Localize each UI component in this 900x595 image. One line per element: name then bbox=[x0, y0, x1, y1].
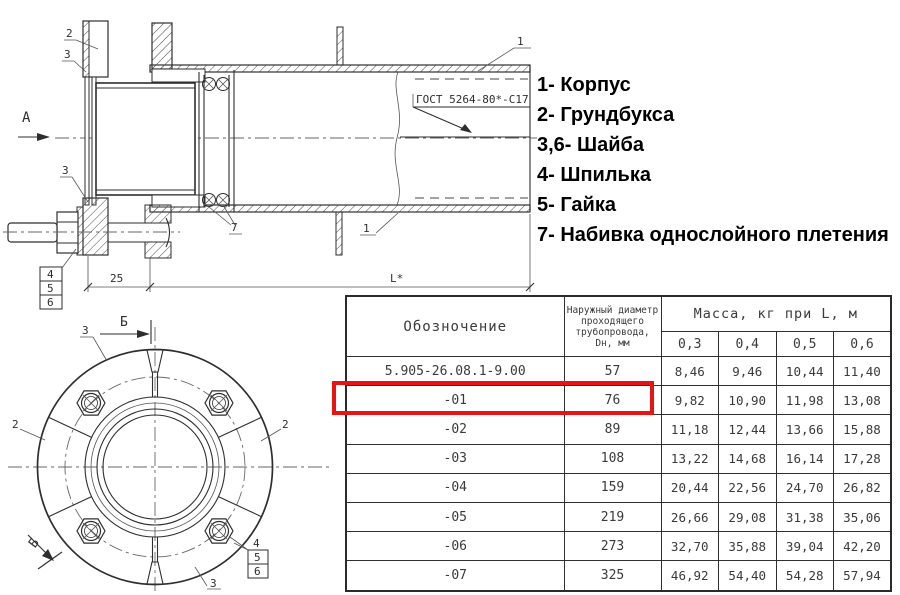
table-row bbox=[346, 415, 891, 444]
highlight-box bbox=[332, 381, 654, 415]
flange-geometry bbox=[8, 327, 330, 593]
table-row bbox=[346, 502, 891, 531]
header-length-05: 0,5 bbox=[776, 332, 834, 357]
table-cell: 10,90 bbox=[719, 386, 777, 415]
callout-6: 6 bbox=[47, 296, 54, 309]
table-cell: 9,46 bbox=[719, 357, 777, 386]
section-b-top bbox=[100, 315, 151, 344]
table-cell: 16,14 bbox=[776, 444, 834, 473]
table-cell: 24,70 bbox=[776, 473, 834, 502]
flange-callout-3-bottom: 3 bbox=[210, 577, 217, 590]
header-length-06: 0,6 bbox=[834, 332, 892, 357]
table-cell: 31,38 bbox=[776, 502, 834, 531]
table-cell: 10,44 bbox=[776, 357, 834, 386]
table-cell: 108 bbox=[564, 444, 661, 473]
table-row bbox=[346, 444, 891, 473]
gland-top bbox=[83, 21, 108, 77]
header-designation: Обозночение bbox=[346, 296, 564, 357]
table-cell: 13,66 bbox=[776, 415, 834, 444]
table-cell: 29,08 bbox=[719, 502, 777, 531]
pipe-body bbox=[150, 65, 530, 212]
main-section-view bbox=[0, 0, 545, 309]
callout-7: 7 bbox=[231, 221, 238, 234]
section-b-arrowhead-top-icon bbox=[137, 330, 150, 338]
table-cell: 39,04 bbox=[776, 532, 834, 561]
flange-callout-5: 5 bbox=[254, 551, 261, 564]
table-cell: 26,82 bbox=[834, 473, 892, 502]
flange-callout-2-left: 2 bbox=[12, 418, 19, 431]
callout-3-mid: 3 bbox=[62, 164, 69, 177]
section-b-label-top: Б bbox=[120, 315, 128, 330]
header-length-03: 0,3 bbox=[661, 332, 719, 357]
table-cell: 17,28 bbox=[834, 444, 892, 473]
dim-l: L* bbox=[390, 272, 404, 285]
table-cell: 42,20 bbox=[834, 532, 892, 561]
table-cell: 14,68 bbox=[719, 444, 777, 473]
rib-top bbox=[337, 27, 343, 65]
table-cell: -07 bbox=[346, 561, 564, 591]
legend-item: 3,6- Шайба bbox=[537, 134, 645, 156]
table-cell: -06 bbox=[346, 532, 564, 561]
table-cell: 22,56 bbox=[719, 473, 777, 502]
table-cell: -01 bbox=[346, 386, 564, 415]
table-cell: 11,40 bbox=[834, 357, 892, 386]
legend bbox=[537, 70, 889, 250]
gland-flange-plates bbox=[85, 77, 96, 205]
table-cell: -05 bbox=[346, 502, 564, 531]
table-cell: 11,98 bbox=[776, 386, 834, 415]
flange-callout-stack-456 bbox=[230, 537, 268, 578]
table-cell: 76 bbox=[564, 386, 661, 415]
callout-5: 5 bbox=[47, 282, 54, 295]
flange-callout-3-top: 3 bbox=[82, 324, 89, 337]
legend-item: 1- Корпус bbox=[537, 74, 631, 96]
table-cell: 15,88 bbox=[834, 415, 892, 444]
table-cell: 219 bbox=[564, 502, 661, 531]
header-diameter-line2: проходящего bbox=[581, 315, 644, 327]
view-a-label: А bbox=[22, 110, 31, 126]
header-diameter bbox=[564, 296, 661, 357]
table-cell: 89 bbox=[564, 415, 661, 444]
table-cell: 57 bbox=[564, 357, 661, 386]
callout-3-top: 3 bbox=[64, 48, 71, 61]
table-cell: 8,46 bbox=[661, 357, 719, 386]
table-cell: 35,88 bbox=[719, 532, 777, 561]
table-row bbox=[346, 561, 891, 591]
flange-callout-6: 6 bbox=[254, 565, 261, 578]
table-cell: -02 bbox=[346, 415, 564, 444]
table-cell: 159 bbox=[564, 473, 661, 502]
table-cell: 12,44 bbox=[719, 415, 777, 444]
table-cell: 20,44 bbox=[661, 473, 719, 502]
weld-note-text: ГОСТ 5264-80*-С17 bbox=[416, 93, 529, 106]
header-diameter-line1: Наружный диаметр bbox=[566, 304, 659, 316]
header-diameter-line4: Dн, мм bbox=[595, 337, 630, 349]
section-b-bottom bbox=[26, 535, 62, 569]
flange-view bbox=[0, 295, 345, 595]
table-cell: 46,92 bbox=[661, 561, 719, 591]
header-mass: Масса, кг при L, м bbox=[661, 296, 891, 332]
weld-arrowhead-icon bbox=[460, 124, 472, 133]
section-b-label-bottom: Б bbox=[26, 535, 43, 552]
table-cell: 13,08 bbox=[834, 386, 892, 415]
spec-table-wrap bbox=[345, 295, 890, 592]
packing-rings bbox=[203, 78, 230, 207]
table-cell: 273 bbox=[564, 532, 661, 561]
gland-sleeve bbox=[96, 83, 205, 207]
view-a-arrow bbox=[18, 110, 50, 141]
flange-callout-4: 4 bbox=[253, 537, 260, 550]
table-row bbox=[346, 473, 891, 502]
spec-table bbox=[345, 295, 892, 592]
dim-25: 25 bbox=[110, 272, 124, 285]
callout-4: 4 bbox=[47, 268, 54, 281]
table-row bbox=[346, 532, 891, 561]
legend-item: 4- Шпилька bbox=[537, 164, 651, 186]
table-cell: 5.905-26.08.1-9.00 bbox=[346, 357, 564, 386]
table-cell: 325 bbox=[564, 561, 661, 591]
legend-item: 2- Грундбукса bbox=[537, 104, 675, 126]
packing-chamber bbox=[199, 70, 234, 212]
table-cell: 26,66 bbox=[661, 502, 719, 531]
table-cell: 32,70 bbox=[661, 532, 719, 561]
callout-1-bottom: 1 bbox=[363, 222, 370, 235]
table-cell: 9,82 bbox=[661, 386, 719, 415]
callout-2: 2 bbox=[66, 27, 73, 40]
flange-callout-2-right: 2 bbox=[282, 418, 289, 431]
stud-assembly bbox=[3, 198, 180, 258]
weld-annotation bbox=[413, 93, 530, 133]
header-length-04: 0,4 bbox=[719, 332, 777, 357]
table-cell: 13,22 bbox=[661, 444, 719, 473]
legend-item: 7- Набивка однослойного плетения bbox=[537, 224, 889, 246]
table-cell: -04 bbox=[346, 473, 564, 502]
table-cell: 57,94 bbox=[834, 561, 892, 591]
rib-bottom bbox=[336, 212, 342, 255]
view-a-arrowhead-icon bbox=[37, 133, 50, 141]
housing-top bbox=[152, 23, 205, 82]
table-cell: 54,40 bbox=[719, 561, 777, 591]
table-cell: -03 bbox=[346, 444, 564, 473]
table-cell: 35,06 bbox=[834, 502, 892, 531]
table-cell: 11,18 bbox=[661, 415, 719, 444]
callout-1-top: 1 bbox=[517, 35, 524, 48]
table-cell: 54,28 bbox=[776, 561, 834, 591]
header-diameter-line3: трубопровода, bbox=[575, 326, 650, 338]
legend-item: 5- Гайка bbox=[537, 194, 616, 216]
